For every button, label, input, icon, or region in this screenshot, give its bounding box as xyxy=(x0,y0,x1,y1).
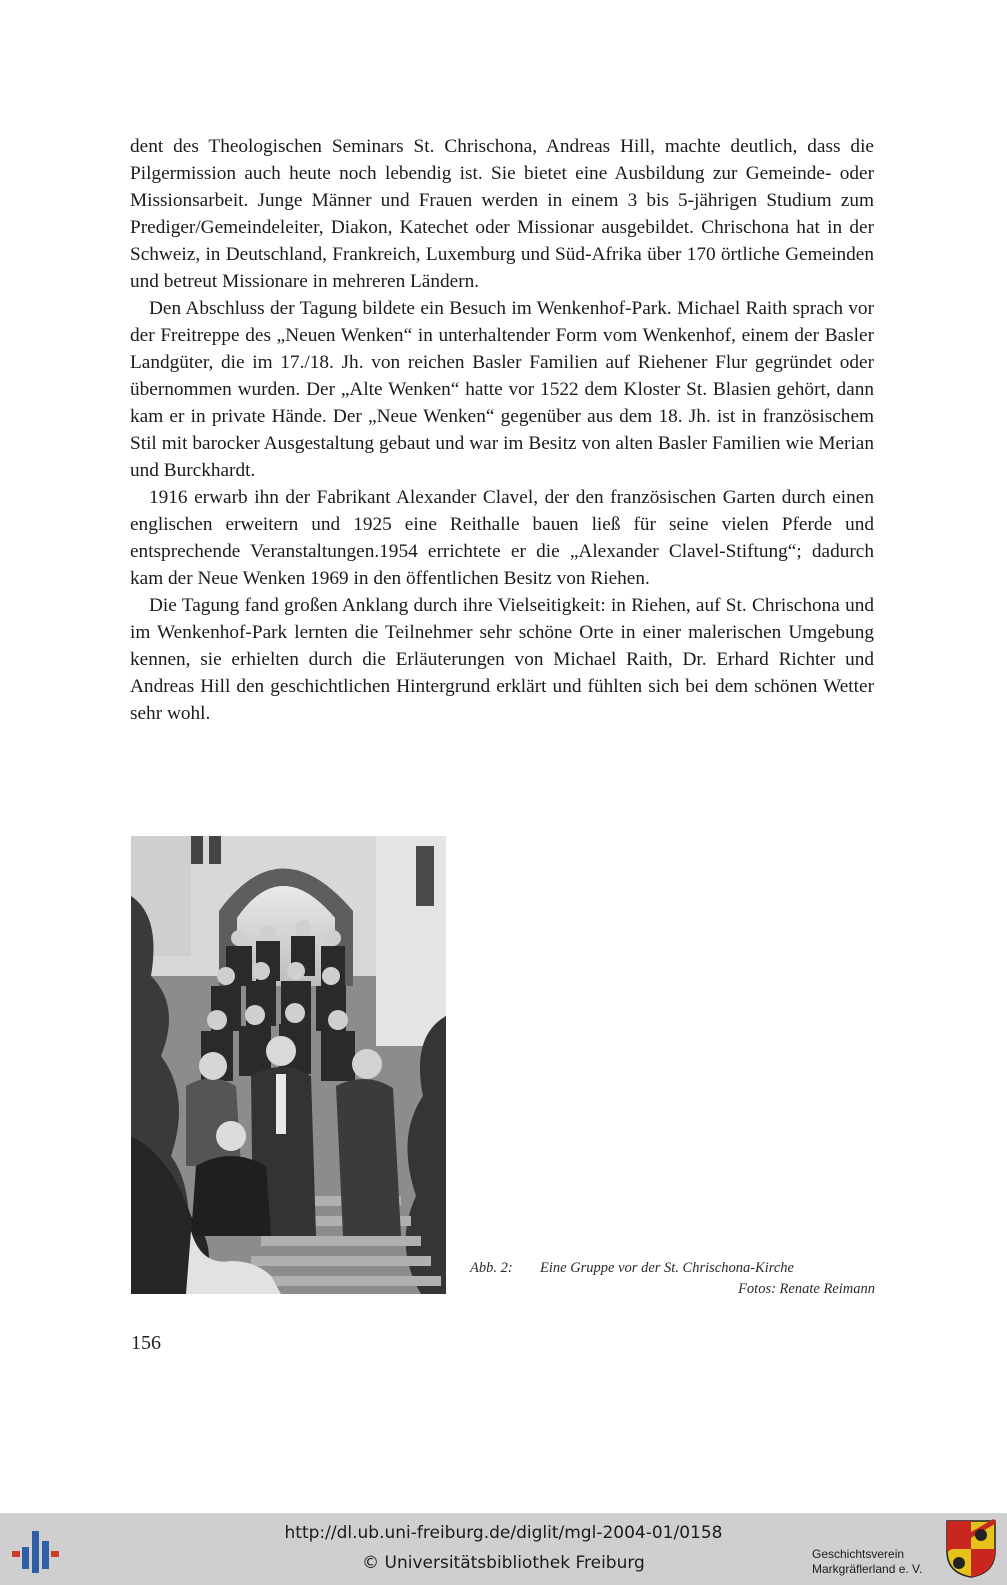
paragraph: dent des Theologischen Seminars St. Chrischona, Andreas Hill, machte deutlich, dass die Pilgermission auch heute noch lebendig ist. Sie bietet eine Ausbildung zur Gemeinde- oder Missionsarbeit. Junge Männer und Frauen werden in einem 3 bis 5-jährigen Studium zum Prediger/Gemeindeleiter, Diakon, Katechet oder Missionar ausgebildet. Chrischona hat in der Schweiz, in Deutschland, Frankreich, Luxemburg und Süd-Afrika über 170 örtliche Gemeinden und betreut Missionare in mehreren Ländern. xyxy=(130,136,874,292)
paragraph: 1916 erwarb ihn der Fabrikant Alexander Clavel, der den französischen Garten durch einen englischen erweitern und 1925 eine Reithalle bauen ließ für seine vielen Pferde und entsprechende Veranstaltungen.1954 errichtete er die „Alexander Clavel-Stiftung“; dadurch kam der Neue Wenken 1969 in den öffentlichen Besitz von Riehen. xyxy=(130,487,874,589)
photo-credit: Fotos: Renate Reimann xyxy=(738,1281,875,1297)
group-photo xyxy=(131,836,446,1294)
page-number: 156 xyxy=(131,1332,161,1354)
body-text xyxy=(130,133,874,727)
paragraph: Die Tagung fand großen Anklang durch ihre Vielseitigkeit: in Riehen, auf St. Chrischona und im Wenkenhof-Park lernten die Teilnehmer sehr schöne Orte in einer malerischen Umgebung kennen, sie erhielten durch die Erläuterungen von Michael Raith, Dr. Erhard Richter und Andreas Hill den geschichtlichen Hintergrund erklärt und fühlten sich bei dem schönen Wetter sehr wohl. xyxy=(130,595,874,724)
footer-bar xyxy=(0,1513,1007,1585)
society-line: Geschichtsverein xyxy=(812,1547,905,1561)
footer-url-link[interactable]: http://dl.ub.uni-freiburg.de/diglit/mgl-2004-01/0158 xyxy=(284,1523,723,1543)
society-name xyxy=(812,1547,922,1577)
caption-text: Eine Gruppe vor der St. Chrischona-Kirche xyxy=(540,1260,794,1276)
figure-caption xyxy=(470,1258,875,1300)
paragraph: Den Abschluss der Tagung bildete ein Besuch im Wenkenhof-Park. Michael Raith sprach vor der Freitreppe des „Neuen Wenken“ in unterhaltender Form vom Wenkenhof, einem der Basler Landgüter, die im 17./18. Jh. von reichen Basler Familien auf Riehener Flur gegründet oder übernommen wurden. Der „Alte Wenken“ hatte vor 1522 dem Kloster St. Blasien gehört, dann kam er in private Hände. Der „Neue Wenken“ gegenüber aus dem 18. Jh. ist in französischem Stil mit barocker Ausgestaltung gebaut und war im Besitz von alten Basler Familien wie Merian und Burckhardt. xyxy=(130,298,874,481)
coat-of-arms-icon xyxy=(945,1519,997,1579)
figure-label: Abb. 2: xyxy=(470,1260,513,1276)
footer-copyright: © Universitätsbibliothek Freiburg xyxy=(362,1553,645,1573)
caption-line xyxy=(470,1258,875,1279)
society-line: Markgräflerland e. V. xyxy=(812,1562,923,1576)
